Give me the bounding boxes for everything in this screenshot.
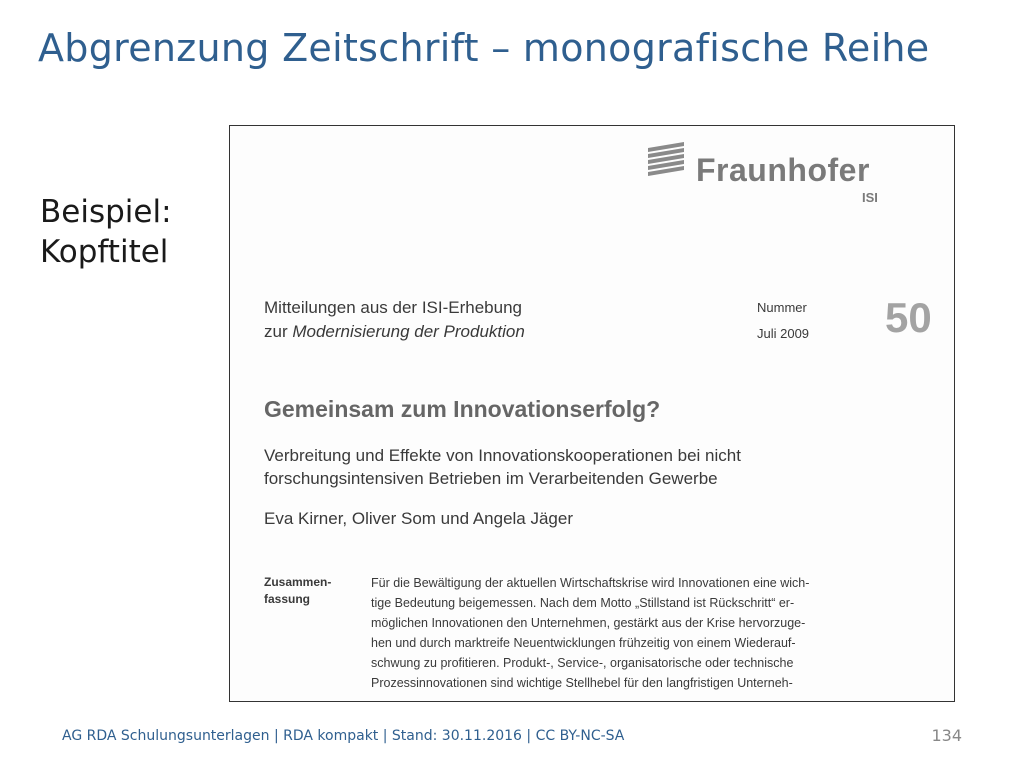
slide-title: Abgrenzung Zeitschrift – monografische Reihe: [38, 26, 930, 70]
fraunhofer-stripes-icon: [644, 140, 694, 180]
footer-text: AG RDA Schulungsunterlagen | RDA kompakt | Stand: 30.11.2016 | CC BY-NC-SA: [62, 728, 625, 744]
document-authors: Eva Kirner, Oliver Som und Angela Jäger: [264, 509, 573, 528]
abstract-line: Für die Bewältigung der aktuellen Wirtschaftskrise wird Innovationen eine wich-: [371, 576, 810, 590]
abstract-line: möglichen Innovationen den Unternehmen, gestärkt aus der Krise hervorzuge-: [371, 616, 806, 630]
abstract-label: [264, 574, 331, 608]
example-label-line1: Beispiel:: [40, 194, 172, 230]
scanned-document: [229, 125, 955, 702]
fraunhofer-logo: [644, 140, 884, 205]
logo-wordmark: Fraunhofer: [696, 152, 870, 188]
subtitle-line1: Verbreitung und Effekte von Innovationskooperationen bei nicht: [264, 446, 741, 465]
document-title: Gemeinsam zum Innovationserfolg?: [264, 396, 661, 422]
abstract-text: [371, 573, 891, 693]
number-label: Nummer: [757, 300, 807, 315]
abstract-line: schwung zu profitieren. Produkt-, Service-, organisatorische oder technische: [371, 656, 794, 670]
series-title-line1: Mitteilungen aus der ISI-Erhebung: [264, 298, 522, 317]
abstract-label-line1: Zusammen-: [264, 575, 332, 589]
series-title-prefix: zur: [264, 322, 293, 341]
subtitle-line2: forschungsintensiven Betrieben im Verarbeitenden Gewerbe: [264, 469, 718, 488]
example-label: [40, 192, 172, 272]
abstract-line: hen und durch marktreife Neuentwicklungen frühzeitig von einem Wiederauf-: [371, 636, 796, 650]
issue-number: 50: [885, 294, 932, 341]
abstract-label-line2: fassung: [264, 592, 311, 606]
page-number: 134: [931, 726, 962, 745]
logo-subtitle: ISI: [862, 190, 878, 205]
abstract-line: tige Bedeutung beigemessen. Nach dem Motto „Stillstand ist Rückschritt“ er-: [371, 596, 795, 610]
series-title-line2: [264, 322, 525, 342]
example-label-line2: Kopftitel: [40, 234, 169, 270]
series-title-italic: Modernisierung der Produktion: [292, 322, 525, 341]
issue-date: Juli 2009: [757, 326, 810, 341]
document-subtitle: [264, 444, 741, 490]
abstract-line: Prozessinnovationen sind wichtige Stellhebel für den langfristigen Unterneh-: [371, 676, 793, 690]
